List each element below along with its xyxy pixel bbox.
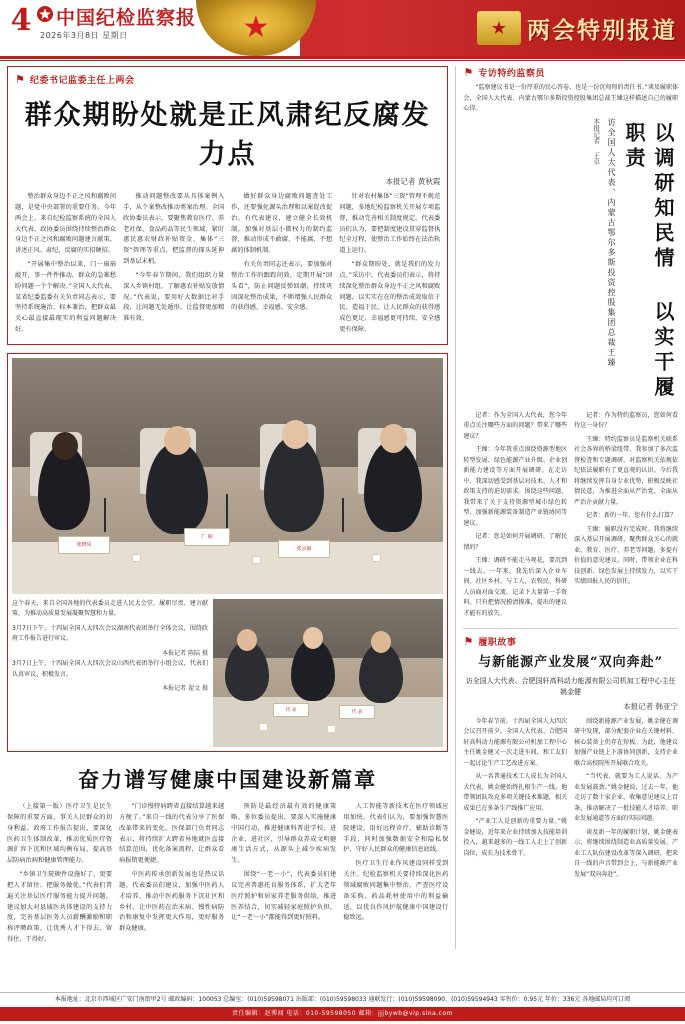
right-feature-title: 以调研知民情 以实干履职责 [622, 121, 675, 401]
bottom-col-2 [119, 802, 224, 949]
paragraph: 人工智能等新技术在医疗领域应用加快。代表们认为，要加强智慧医院建设，用好远程诊疗、辅助诊断等手段，同时加强数据安全和隐私保护，守好人民群众的健康信息底线。 [343, 802, 449, 854]
paragraph: 有关负责同志还表示，要加强对整治工作的跟踪问效，定期开展“回头看”，防止问题反弹回潮，持续巩固深化整治成果，不断增强人民群众的获得感、幸福感、安全感。 [231, 261, 333, 312]
paper-logo-icon [36, 5, 54, 23]
paragraph: “今年春节期间，我们组织力量深入乡镇村组，了解惠农补贴发放情况。”代表说，要用好大数据比对手段，让问题无处遁形，让监督更加精准有效。 [123, 271, 225, 323]
photo-block [7, 353, 448, 752]
name-card: 张晓凤 [58, 536, 110, 554]
lead-body-col-1 [15, 192, 116, 339]
right-kicker-2 [463, 635, 678, 648]
right-feature2-col-2 [574, 717, 678, 884]
lead-kicker [15, 73, 440, 86]
right-feature2-col-1 [463, 717, 567, 884]
right-feature-lead [463, 83, 678, 115]
right-feature-col-1 [463, 411, 567, 623]
right-feature-body [463, 411, 678, 623]
paragraph: 针对农村集体“三资”管理不规范问题，多地纪检监察机关开展专项监督，推动完善相关制度规定。代表委员们认为，要把制度建设贯穿监督执纪全过程，使整治工作始终在法治轨道上运行。 [339, 193, 441, 255]
right-feature-subtitle: 访全国人大代表、内蒙古鄂尔多斯投资控股集团总裁王臻 [607, 117, 616, 368]
lead-body [15, 192, 440, 339]
person-head [380, 424, 407, 453]
paragraph: 围绕“一老一小”，代表委员们建议完善普惠托育服务体系，扩大老年医疗照护和居家养老服务供给，推进医养结合，切实减轻家庭照护负担，让“一老一小”都能得到更好照料。 [231, 871, 337, 922]
paragraph: 记者：新的一年，您有什么打算？ [586, 512, 677, 519]
paragraph: 记者：作为特约监察员，您如何看待这一身份？ [574, 411, 679, 429]
star-icon: ★ [242, 10, 270, 45]
lead-headline: 群众期盼处就是正风肃纪反腐发力点 [24, 100, 431, 170]
paragraph: “当代表，就要为工人说话、为产业发展鼓劲。”姚金健说，过去一年，他走访了数十家企业，收集意见建议上百条，推动解决了一批技能人才培养、职业发展通道等方面的实际问题。 [574, 773, 679, 823]
page-number: 4 [10, 3, 32, 38]
national-emblem-icon: ★ [477, 11, 521, 45]
microphone-icon [342, 498, 344, 532]
footer-editor-line: 责任编辑：赵博闻 电话：010-59598050 邮箱：jjjbywb@vip.sina.com [0, 1007, 685, 1021]
paragraph: “乡镇卫生院硬件设施好了，更要把人才留住、把服务做优。”代表们普遍关注基层医疗服务能力提升问题，建议加大对县域医共体建设的支持力度，完善基层医务人员薪酬激励和职称评聘政策，让优秀人才下得去、留得住、干得好。 [7, 871, 113, 944]
teacup [132, 554, 141, 562]
meeting-room-scene [12, 358, 443, 594]
paragraph: 预防是最经济最有效的健康策略。多位委员提出，要深入实施健康中国行动，推进健康科普进学校、进企业、进社区，引导群众养成文明健康生活方式，从源头上减少疾病发生。 [231, 802, 337, 865]
main-photo [12, 358, 443, 594]
photo-credit-2: 本报记者 翟文 摄 [162, 685, 208, 693]
bottom-col-4 [343, 802, 448, 949]
lead-article [7, 66, 448, 345]
red-flag-icon: ⚑ [463, 635, 474, 648]
photo-lower-row [12, 599, 443, 747]
person-head [371, 631, 391, 653]
paragraph: 从一名普通技术工人成长为全国人大代表，姚金健始终扎根生产一线。他带领团队攻克多项关键技术难题，相关成果已在多条生产线推广应用。 [463, 773, 568, 812]
footer-contact-line: 本报地址：北京市西城区广安门南街甲2号 邮政编码：100053 总编室：(010)59598071 出版部：(010)59598033 通联发行：(010)59598090、(010)59594943 零售价：0.95元 年价：336元 各地邮局均可订阅 [0, 992, 685, 1005]
paragraph: 谈及新一年的履职计划，姚金健表示，将继续围绕制造业高质量发展、产业工人队伍建设改革等深入调研，把来自一线的声音带到会上，与新能源产业发展“双向奔赴”。 [574, 828, 679, 878]
paragraph: 记者：作为全国人大代表，您今年重点关注哪些方面的问题？带来了哪些建议？ [463, 411, 568, 440]
bottom-article-title: 奋力谱写健康中国建设新篇章 [78, 766, 378, 792]
paper-name: 中国纪检监察报 [56, 7, 197, 29]
issue-date: 2026年3月8日 星期日 [40, 31, 128, 40]
right-feature-col-2 [574, 411, 678, 623]
lead-kicker-label: 纪委书记监委主任上两会 [30, 76, 135, 86]
paragraph: 中医药传承创新发展也是热议话题。代表委员们建议，加强中医药人才培养，推动中医药服务下沉社区和乡村，让中医药在治未病、慢性病防治和康复中发挥更大作用，更好服务群众健康。 [119, 871, 225, 933]
paragraph: 围绕新能源产业发展，姚金健在调研中发现，部分配套企业在关键材料、核心装备上仍存在短板。为此，他建议加强产业链上下游协同创新，支持企业联合高校院所开展联合攻关。 [574, 717, 679, 767]
secondary-photo [213, 599, 443, 747]
lead-body-col-4 [339, 192, 440, 339]
caption-1: 3月7日下午，十四届全国人大四次会议湖南代表团举行全体会议，围绕政府工作报告进行审议。 [12, 624, 208, 643]
bottom-col-3 [231, 802, 336, 949]
paragraph: 王臻：调研不能走马观花，要沉到一线去。一年来，我先后深入企业车间、社区乡村，与工人、农牧民、科研人员面对面交流，记录下大量第一手资料。只有把情况摸清摸准，提出的建议才能有的放矢。 [463, 557, 568, 617]
right-column-area [455, 66, 678, 949]
microphone-icon [226, 494, 228, 528]
photo-table [213, 697, 443, 747]
paragraph: 王臻：履职没有完成时。我将继续深入基层开展调研，聚焦群众关心的就业、教育、医疗、养老等问题，多提有价值的意见建议。同时，带领企业在科技创新、绿色发展上持续发力，以实干实绩回报人民的信任。 [574, 525, 679, 585]
teacup [259, 723, 268, 731]
right-feature-byline: 本报记者 王卓 [592, 117, 601, 165]
paragraph: “门诊慢特病跨省直接结算越来越方便了。”来自一线的代表分享了医保改革带来的变化。医保部门负责同志表示，将持续扩大跨省异地就医直接结算范围，优化备案流程，让群众看病报销更便捷。 [119, 802, 225, 865]
paragraph: 王臻：特约监察员是监察机关联系社会各界的桥梁纽带。我参加了多次监督检查和专题调研，对监察机关依规依纪依法履职有了更直观的认识。今后我将继续发挥自身专业优势，积极反映社情民意，为推进全面从严治党、全面从严治企贡献力量。 [574, 435, 679, 506]
right-kicker [463, 66, 678, 79]
red-flag-icon: ⚑ [15, 73, 25, 86]
photo-captions [12, 599, 208, 747]
paragraph: （上接第一版）医疗卫生是民生保障的重要方面，事关人民群众的切身利益。政府工作报告提出，要深化医药卫生体制改革，推动优质医疗资源扩容下沉和区域均衡布局，提高基层防病治病和健康管理能力。 [7, 802, 113, 865]
red-flag-icon: ⚑ [463, 66, 474, 79]
person-head [52, 432, 78, 460]
teacup [327, 725, 336, 733]
lead-body-col-3 [231, 192, 332, 339]
lead-body-col-2 [123, 192, 224, 339]
paragraph: 医疗卫生行业作风建设同样受到关注。纪检监察机关要持续深化医药领域腐败问题集中整治，严查医疗设备采购、药品耗材使用中的利益输送，以优良作风护航健康中国建设行稳致远。 [343, 860, 449, 922]
page-footer [0, 992, 685, 1024]
paragraph: 今年春节前，十四届全国人大四次会议召开前夕，全国人大代表、合肥国轩高科动力能源有限公司机加工程中心主任姚金健又一次走进车间，和工友们一起讨论生产工艺改进方案。 [463, 717, 568, 767]
teacup [252, 556, 261, 564]
paragraph: “群众期盼处，就是我们的发力点。”采访中，代表委员们表示，将持续深化整治群众身边不正之风和腐败问题，以实实在在的整治成效取信于民、造福于民，让人民群众的获得感成色更足、幸福感更可持续、安全感更有保障。 [339, 261, 441, 334]
paragraph: 记者：您是如何开展调研、了解民情的？ [463, 533, 568, 551]
meeting-room-scene-2 [213, 599, 443, 747]
masthead-rule [0, 56, 685, 59]
right-feature-vertical-head [463, 118, 678, 407]
paragraph: “产业工人是创新的重要力量。”姚金健说，近年来企业持续加大技能培训投入，越来越多的一线工人走上了创新岗位，成长为技术骨干。 [463, 818, 568, 857]
teacup [372, 554, 381, 562]
paragraph: 推动问题整改要从具体案例入手，从个案整改推动类案治理。全国政协委员表示，要聚焦教育医疗、养老社保、食品药品等民生领域，紧盯惠民惠农财政补贴资金、集体“三资”管理等重点，把监督的探头延伸到基层末梢。 [123, 193, 225, 266]
right-kicker-label: 专访特约监察员 [478, 69, 545, 79]
caption-intro: 这个春天，来自全国各地的代表委员走进人民大会堂，履职尽责、建言献策，为推动高质量发展凝聚智慧和力量。 [12, 599, 208, 618]
right-kicker-2-label: 履职故事 [478, 638, 517, 648]
right-feature2-subtitle: 访全国人大代表、合肥国轩高科动力能源有限公司机加工程中心主任姚金健 [465, 676, 676, 696]
bottom-col-1 [7, 802, 112, 949]
caption-2: 3月7日上午，十四届全国人大四次会议山西代表团举行小组会议，代表们认真审议、积极发言。 [12, 660, 208, 678]
person-head [303, 627, 323, 649]
paragraph: 整治群众身边不正之风和腐败问题，是党中央部署的重要任务。今年两会上，来自纪检监察系统的全国人大代表、政协委员围绕持续整治群众身边不正之风和腐败问题建言献策，讲述正风、肃纪、反腐的实招硬招。 [15, 193, 117, 255]
person-head [164, 426, 191, 455]
name-card: 代 表 [339, 705, 375, 719]
lead-byline: 本报记者 黄秋霞 [385, 177, 441, 186]
special-report-banner [477, 8, 677, 48]
paragraph: 做好群众身边腐败问题查处工作，还要强化源头治理和以案促改促治。有代表建议，建立健全长效机制，加强对基层小微权力的制约监督，推动形成不敢腐、不能腐、不想腐的体制机制。 [231, 193, 333, 255]
name-card: 张京丽 [278, 540, 330, 558]
page-content [0, 61, 685, 949]
right-feature2-title: 与新能源产业发展“双向奔赴” [478, 655, 664, 670]
right-feature2-body [463, 717, 678, 884]
name-card: 代 表 [273, 703, 309, 717]
left-column-area [7, 66, 448, 949]
paragraph: “开展集中整治以来，门一扇扇敲开，事一件件推动，群众的急难愁盼问题一个个解决。”全国人大代表、某省纪委监委有关负责同志表示，要坚持系统施治、标本兼治，把群众最关心最直接最现实的利益问题解决好。 [15, 261, 117, 334]
paragraph: “监察建议书是一份厚重的民心答卷，也是一份沉甸甸的责任书。”谈及履职体会，全国人大代表、内蒙古鄂尔多斯投资控股集团总裁王臻这样描述自己的履职心得。 [463, 84, 678, 112]
photo-credit-1: 本报记者 陈陆 摄 [162, 649, 208, 657]
person-head [282, 420, 309, 449]
bottom-article-body [7, 802, 448, 949]
banner-label: 两会特别报道 [527, 16, 677, 44]
name-card: 广 丽 [184, 528, 230, 546]
section-divider [463, 628, 678, 629]
masthead [0, 0, 685, 56]
microphone-icon [104, 498, 106, 532]
person-head [237, 629, 257, 651]
right-feature2-byline: 本报记者 韩亚宁 [623, 701, 678, 711]
paragraph: 王臻：今年我重点围绕资源型地区转型发展、绿色能源产业升级、企业创新能力建设等方面开展调研。在走访中，我深切感受到基层对技术、人才和政策支持的迫切需求。围绕这些问题，我带来了关于支持资源型城市绿色转型、加强新能源装备制造产业链协同等建议。 [463, 446, 568, 527]
